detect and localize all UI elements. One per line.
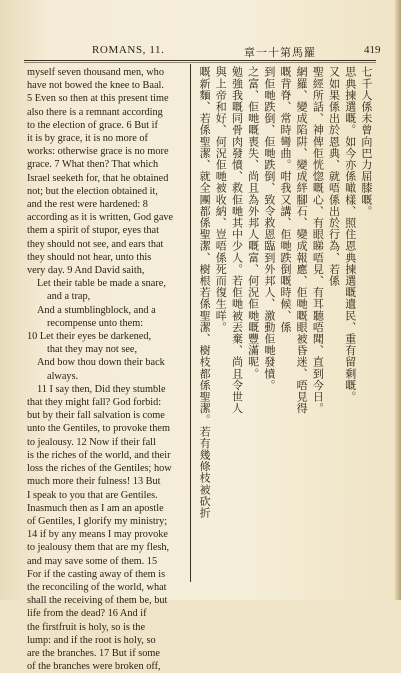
english-line: to the election of grace. 6 But if: [27, 119, 158, 131]
english-line: lump: and if the root is holy, so: [27, 634, 156, 646]
english-line: I speak to you that are Gentiles.: [27, 489, 158, 501]
english-line: grace. 7 What then? That which: [27, 159, 159, 171]
english-line: Let their table be made a snare,: [37, 278, 166, 290]
english-line: of the branches were broken off,: [27, 661, 161, 673]
book-chapter-chinese: 章一十第馬羅: [244, 47, 316, 59]
english-line: shall the receiving of them be, but: [27, 595, 168, 607]
chinese-column: 到佢哋跌倒、佢哋跌倒、致令救恩臨到外邦人、激動佢哋發憤。: [262, 66, 276, 391]
english-line: and the rest were hardened: 8: [27, 199, 148, 211]
english-line: and may save some of them. 15: [27, 555, 158, 567]
chinese-column: 又如果係出於恩典、就唔係出於行為、若係: [327, 66, 341, 287]
english-line: And a stumblingblock, and a: [37, 304, 156, 316]
english-line: very day. 9 And David saith,: [27, 265, 145, 277]
english-line: much more their fulness! 13 But: [27, 476, 161, 488]
english-line: they should not hear, unto this: [27, 251, 152, 263]
english-line: is the riches of the world, and their: [27, 449, 171, 461]
english-text-column: [27, 66, 186, 673]
english-line: according as it is written, God gave: [27, 212, 174, 224]
book-chapter-english: ROMANS, 11.: [92, 44, 165, 56]
header-rule: [24, 60, 376, 61]
chinese-column: 勉強我嘅同骨肉發憤、救佢哋其中少人。若佢哋被丟棄、尚且令世人: [230, 66, 244, 414]
chinese-column: 與上帝和好、何況佢哋被收納、豈唔係死而復生咩。: [214, 66, 228, 333]
page-header: [0, 44, 401, 60]
english-line: unto the Gentiles, to provoke them: [27, 423, 170, 435]
page-number: 419: [364, 44, 381, 56]
chinese-column: 網羅、變成陷阱、變成絆腳石、變成報應、佢哋嘅眼被昏迷、唔見得: [295, 66, 309, 414]
english-line: to jealousy them that are my flesh,: [27, 542, 170, 554]
english-line: the reconciling of the world, what: [27, 581, 167, 593]
english-line: always.: [47, 370, 79, 382]
english-line: life from the dead? 16 And if: [27, 608, 147, 620]
english-line: to jealousy. 12 Now if their fall: [27, 436, 156, 448]
english-line: 11 I say then, Did they stumble: [37, 383, 166, 395]
column-divider: [190, 64, 191, 582]
english-line: and a trap,: [47, 291, 91, 303]
english-line: 14 if by any means I may provoke: [27, 529, 168, 541]
english-line: works: otherwise grace is no more: [27, 146, 169, 158]
english-line: Israel seeketh for, that he obtained: [27, 172, 169, 184]
english-line: myself seven thousand men, who: [27, 67, 164, 78]
english-line: 5 Even so then at this present time: [27, 93, 169, 105]
header-rule-thin: [24, 62, 376, 63]
chinese-text-column: [196, 66, 374, 580]
english-line: that they may not see,: [47, 344, 138, 356]
chinese-column: 思典揀選嘅。如今亦係噉樣、照住恩典揀選嘅遺民、重有留剩嘅。: [343, 66, 357, 403]
english-line: it is by grace, it is no more of: [27, 133, 148, 145]
chinese-column: 嘅新麵、若係聖潔、就全團都係聖潔、樹根若係聖潔、樹枝都係聖潔。若有幾條枝被砍折: [198, 66, 212, 519]
english-line: And bow thou down their back: [37, 357, 165, 369]
chinese-column: 聖經所話、神俾佢恍惚嘅心、有眼睇唔見、有耳聽唔聞、直到今日。: [311, 66, 325, 414]
english-line: Inasmuch then as I am an apostle: [27, 502, 164, 514]
english-line: have not bowed the knee to Baal.: [27, 80, 164, 92]
english-line: they should not see, and ears that: [27, 238, 164, 250]
english-line: that they might fall? God forbid:: [27, 397, 162, 409]
english-line: loss the riches of the Gentiles; how: [27, 463, 172, 475]
english-line: 10 Let their eyes be darkened,: [27, 331, 152, 343]
english-line: also there is a remnant according: [27, 106, 163, 118]
chinese-column: 之富、佢哋嘅喪失、尚且為外邦人嘅富、何況佢哋嘅豐滿呢。: [246, 66, 260, 380]
chinese-column: 七千人係未曾向巴力屈膝嘅。: [359, 66, 373, 217]
english-line: but by their fall salvation is come: [27, 410, 165, 422]
chinese-column: 嘅背脊、常時彎曲。咁我又講、佢哋跌倒嘅時候、係: [279, 66, 292, 333]
english-line: the firstfruit is holy, so is the: [27, 621, 146, 633]
page-edge: [395, 0, 401, 600]
english-line: not; but the election obtained it,: [27, 185, 158, 197]
english-line: them a spirit of stupor, eyes that: [27, 225, 159, 237]
english-line: For if the casting away of them is: [27, 568, 166, 580]
english-line: are the branches. 17 But if some: [27, 647, 160, 659]
english-line: recompense unto them:: [47, 317, 144, 329]
english-line: of Gentiles, I glorify my ministry;: [27, 515, 168, 527]
